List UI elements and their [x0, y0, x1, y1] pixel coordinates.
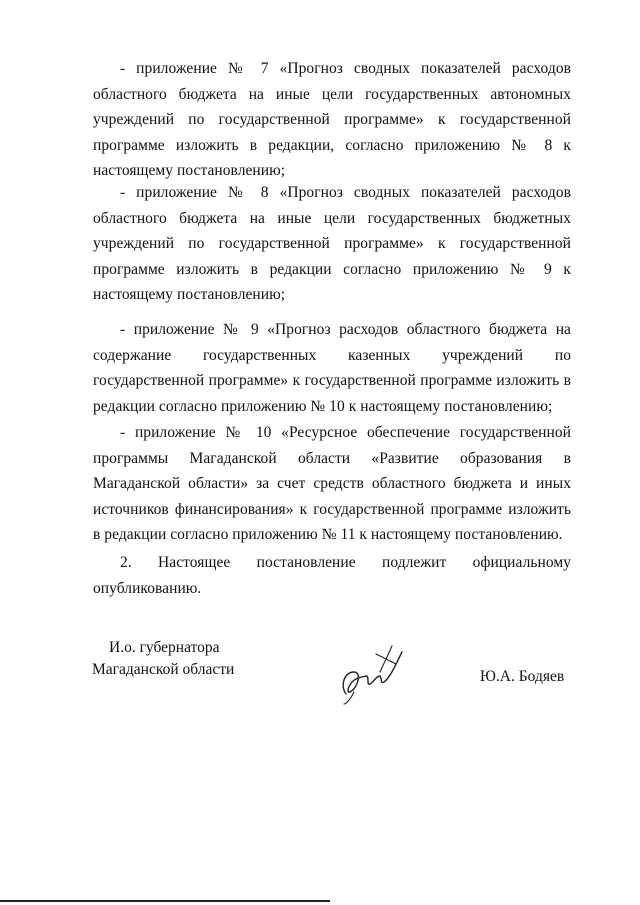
signatory-position-title: И.о. губернатора: [109, 639, 220, 656]
handwritten-signature: [336, 642, 416, 706]
paragraph-appendix-7: - приложение № 7 «Прогноз сводных показателей расходов областного бюджета на иные цели государственных автономных учреждений по государственной программе» к государственной программе изложить в редакции, согласно приложению № 8 к настоящему постановлению;: [93, 60, 571, 179]
signatory-position: [92, 637, 234, 681]
paragraph-appendix-8: - приложение № 8 «Прогноз сводных показателей расходов областного бюджета на иные цели государственных бюджетных учреждений по государственной программе» к государственной программе изложить в редакции согласно приложению № 9 к настоящему постановлению;: [93, 184, 571, 303]
signatory-name: Ю.А. Бодяев: [480, 668, 565, 685]
footer-divider: [0, 900, 330, 902]
paragraph-publication: 2. Настоящее постановление подлежит официальному опубликованию.: [93, 554, 571, 597]
signatory-position-region: Магаданской области: [92, 661, 235, 678]
paragraph-appendix-10: - приложение № 10 «Ресурсное обеспечение государственной программы Магаданской области «Развитие образования в Магаданской области» за счет средств областного бюджета и иных источников финансирования» к государственной программе изложить в редакции согласно приложению № 11 к настоящему постановлению.: [93, 424, 571, 543]
paragraph-appendix-9: - приложение № 9 «Прогноз расходов областного бюджета на содержание государственных казенных учреждений по государственной программе» к государственной программе изложить в редакции согласно приложению № 10 к настоящему постановлению;: [93, 321, 571, 415]
